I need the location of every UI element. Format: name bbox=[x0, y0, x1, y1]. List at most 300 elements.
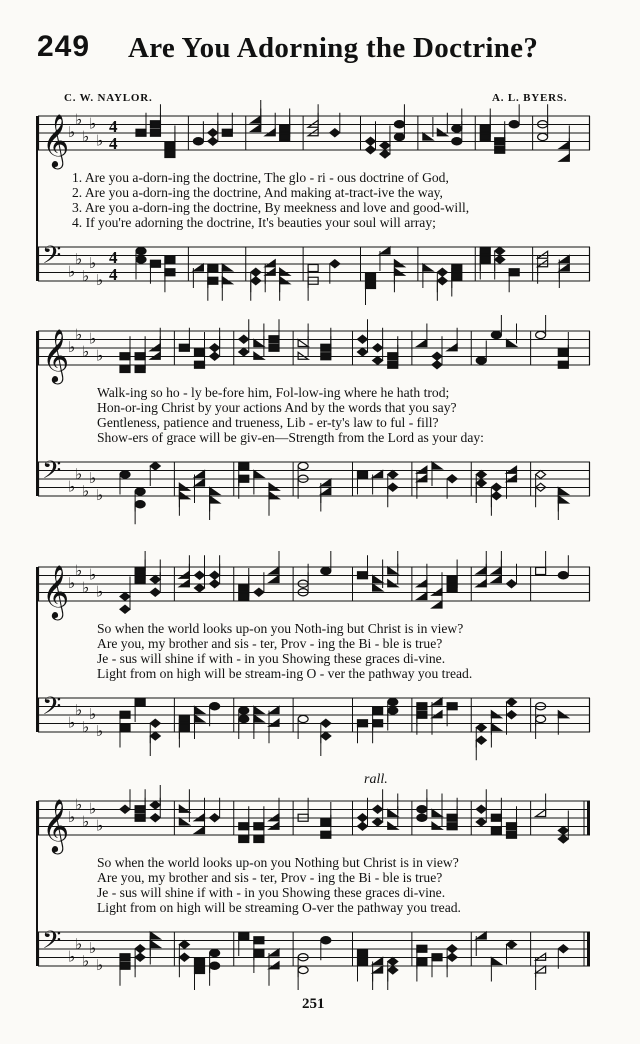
note-head bbox=[476, 357, 486, 364]
note-head bbox=[507, 475, 517, 482]
note-head bbox=[150, 801, 160, 809]
flat-icon: ♭ bbox=[96, 131, 104, 150]
lyric-line-verse-4: Light from on high will be stream-ing O - ver the pathway you tread. bbox=[97, 666, 473, 681]
note-head bbox=[358, 471, 368, 478]
note-head bbox=[432, 954, 442, 961]
note-head bbox=[536, 810, 546, 817]
note-head bbox=[254, 950, 264, 957]
bass-staff bbox=[38, 694, 590, 742]
lyric-line-verse-3: Gentleness, patience and trueness, Lib - er-ty's law to ful - fill? bbox=[97, 415, 439, 430]
note-head bbox=[358, 950, 368, 957]
note-head bbox=[507, 698, 517, 706]
note-head bbox=[558, 488, 568, 495]
note-head bbox=[559, 142, 569, 149]
note-head bbox=[210, 344, 220, 352]
note-head bbox=[388, 707, 398, 714]
note-head bbox=[165, 269, 175, 276]
note-head bbox=[447, 585, 457, 592]
note-head bbox=[239, 836, 249, 843]
note-head bbox=[269, 719, 279, 726]
note-head bbox=[135, 366, 145, 373]
note-head bbox=[558, 835, 568, 843]
note-head bbox=[265, 129, 275, 136]
note-head bbox=[491, 827, 501, 834]
lyric-line-verse-3: 3. Are you a-dorn-ing the doctrine, By meekness and love and good-will, bbox=[72, 200, 470, 215]
note-head bbox=[373, 958, 383, 965]
note-head bbox=[358, 348, 368, 356]
note-head bbox=[536, 966, 546, 973]
note-head bbox=[193, 264, 203, 271]
note-head bbox=[509, 269, 519, 276]
note-head bbox=[265, 268, 275, 275]
note-head bbox=[417, 475, 427, 482]
note-head bbox=[210, 352, 220, 360]
note-head bbox=[358, 814, 368, 822]
flat-icon: ♭ bbox=[89, 565, 97, 584]
note-head bbox=[507, 823, 517, 830]
note-head bbox=[321, 479, 331, 486]
treble-clef-icon: 𝄞 bbox=[42, 113, 70, 167]
note-head bbox=[179, 805, 189, 812]
note-head bbox=[179, 941, 189, 949]
note-head bbox=[559, 154, 569, 161]
flat-icon: ♭ bbox=[82, 812, 90, 831]
time-signature-bottom: 4 bbox=[109, 134, 118, 153]
note-head bbox=[558, 711, 568, 718]
bass-clef-icon: 𝄢 bbox=[42, 692, 62, 727]
note-head bbox=[150, 260, 160, 267]
note-head bbox=[558, 361, 568, 368]
note-head bbox=[195, 571, 205, 579]
note-head bbox=[136, 129, 146, 136]
note-head bbox=[558, 496, 568, 503]
note-head bbox=[380, 150, 390, 158]
note-head bbox=[432, 698, 442, 705]
note-head bbox=[150, 932, 160, 939]
note-head bbox=[150, 121, 160, 128]
note-head bbox=[208, 137, 218, 145]
note-head bbox=[208, 277, 218, 284]
note-head bbox=[308, 120, 318, 127]
note-head bbox=[538, 260, 548, 267]
flat-icon: ♭ bbox=[96, 271, 104, 289]
flat-icon: ♭ bbox=[89, 469, 97, 487]
note-head bbox=[150, 732, 160, 740]
note-head bbox=[136, 256, 146, 263]
flat-icon: ♭ bbox=[68, 338, 76, 356]
note-head bbox=[417, 945, 427, 952]
bass-staff bbox=[38, 928, 590, 976]
note-head bbox=[135, 568, 145, 575]
note-head bbox=[476, 805, 486, 813]
lyric-line-verse-3: Je - sus will shine if with - in you Showing these graces di-vine. bbox=[97, 651, 446, 666]
note-head bbox=[298, 462, 308, 469]
note-head bbox=[251, 268, 261, 276]
note-head bbox=[280, 268, 290, 275]
note-head bbox=[491, 814, 501, 821]
note-head bbox=[269, 949, 279, 956]
note-head bbox=[388, 698, 398, 705]
lyric-line-verse-2: Hon-or-ing Christ by your actions And by the words that you say? bbox=[97, 400, 457, 415]
lyric-line-verse-1: So when the world looks up-on you Nothing but Christ is in view? bbox=[97, 855, 459, 870]
note-head bbox=[321, 719, 331, 727]
note-head bbox=[558, 572, 568, 579]
note-head bbox=[135, 353, 145, 360]
note-head bbox=[321, 353, 331, 360]
note-head bbox=[437, 268, 447, 276]
lyric-line-verse-4: 4. If you're adorning the doctrine, It's beauties your soul will array; bbox=[72, 215, 436, 230]
note-head bbox=[558, 945, 568, 953]
note-head bbox=[120, 962, 130, 969]
note-head bbox=[373, 966, 383, 973]
note-head bbox=[491, 331, 501, 338]
note-head bbox=[179, 483, 189, 490]
note-head bbox=[150, 719, 160, 727]
note-head bbox=[476, 818, 486, 826]
time-signature-top: 4 bbox=[109, 117, 118, 136]
note-head bbox=[447, 475, 457, 483]
note-head bbox=[388, 483, 398, 491]
lyric-line-verse-1: 1. Are you a-dorn-ing the doctrine, The glo - ri - ous doctrine of God, bbox=[72, 170, 449, 185]
note-head bbox=[394, 121, 404, 128]
note-head bbox=[388, 353, 398, 360]
note-head bbox=[480, 125, 490, 132]
note-head bbox=[210, 580, 220, 588]
note-head bbox=[432, 588, 442, 595]
note-head bbox=[495, 138, 505, 145]
note-head bbox=[388, 966, 398, 974]
note-head bbox=[538, 251, 548, 258]
note-head bbox=[136, 247, 146, 254]
note-head bbox=[366, 282, 376, 289]
treble-staff bbox=[38, 325, 590, 382]
note-head bbox=[150, 814, 160, 822]
flat-icon: ♭ bbox=[68, 262, 76, 281]
flat-icon: ♭ bbox=[82, 266, 90, 285]
note-head bbox=[298, 966, 308, 973]
note-head bbox=[358, 335, 368, 343]
note-head bbox=[195, 814, 205, 821]
bass-clef-icon: 𝄢 bbox=[42, 926, 62, 961]
note-head bbox=[476, 479, 486, 487]
composer-credit: A. L. BYERS. bbox=[492, 92, 568, 104]
note-head bbox=[495, 146, 505, 153]
note-head bbox=[195, 584, 205, 592]
time-signature-bottom: 4 bbox=[109, 265, 118, 284]
flat-icon: ♭ bbox=[89, 329, 97, 348]
flat-icon: ♭ bbox=[75, 325, 83, 344]
note-head bbox=[195, 827, 205, 834]
note-head bbox=[358, 572, 368, 579]
note-head bbox=[447, 703, 457, 710]
note-head bbox=[321, 937, 331, 944]
note-head bbox=[507, 711, 517, 719]
note-head bbox=[366, 273, 376, 280]
note-head bbox=[150, 462, 160, 470]
note-head bbox=[239, 348, 249, 356]
note-head bbox=[254, 588, 264, 596]
note-head bbox=[536, 715, 546, 722]
flat-icon: ♭ bbox=[89, 254, 97, 272]
note-head bbox=[388, 810, 398, 817]
note-head bbox=[254, 715, 264, 722]
flat-icon: ♭ bbox=[82, 578, 90, 597]
note-head bbox=[432, 711, 442, 718]
note-head bbox=[447, 576, 457, 583]
flat-icon: ♭ bbox=[96, 956, 104, 974]
flat-icon: ♭ bbox=[89, 705, 97, 723]
note-head bbox=[447, 344, 457, 351]
note-head bbox=[373, 471, 383, 478]
note-head bbox=[269, 492, 279, 499]
note-head bbox=[480, 248, 490, 255]
note-head bbox=[447, 945, 457, 953]
note-head bbox=[239, 335, 249, 343]
lyric-line-verse-4: Show-ers of grace will be giv-en—Strength from the Lord as your day: bbox=[97, 430, 484, 445]
note-head bbox=[150, 941, 160, 948]
bass-staff bbox=[38, 458, 590, 506]
note-head bbox=[150, 576, 160, 584]
note-head bbox=[239, 707, 249, 714]
note-head bbox=[538, 133, 548, 140]
note-head bbox=[298, 340, 308, 347]
note-head bbox=[179, 818, 189, 825]
note-head bbox=[373, 344, 383, 352]
note-head bbox=[491, 711, 501, 718]
note-head bbox=[373, 720, 383, 727]
note-head bbox=[308, 129, 318, 136]
note-head bbox=[394, 133, 404, 140]
note-head bbox=[254, 340, 264, 347]
note-head bbox=[476, 932, 486, 939]
note-head bbox=[476, 724, 486, 732]
note-head bbox=[495, 247, 505, 255]
note-head bbox=[509, 121, 519, 128]
note-head bbox=[239, 715, 249, 722]
note-head bbox=[437, 277, 447, 285]
note-head bbox=[179, 571, 189, 578]
note-head bbox=[135, 945, 145, 953]
note-head bbox=[280, 277, 290, 284]
treble-staff bbox=[38, 795, 590, 852]
note-head bbox=[380, 247, 390, 254]
note-head bbox=[417, 711, 427, 718]
note-head bbox=[447, 814, 457, 821]
note-head bbox=[193, 138, 203, 145]
note-head bbox=[195, 967, 205, 974]
note-head bbox=[165, 256, 175, 263]
lyrics-block bbox=[97, 855, 640, 915]
tempo-marking: rall. bbox=[364, 772, 388, 787]
flat-icon: ♭ bbox=[96, 582, 104, 601]
note-head bbox=[491, 483, 501, 491]
note-head bbox=[280, 134, 290, 141]
note-head bbox=[179, 716, 189, 723]
note-head bbox=[251, 125, 261, 132]
note-head bbox=[195, 479, 205, 486]
treble-staff bbox=[38, 110, 590, 167]
note-head bbox=[179, 580, 189, 587]
note-head bbox=[150, 352, 160, 359]
note-head bbox=[135, 501, 145, 508]
note-head bbox=[135, 814, 145, 821]
note-head bbox=[373, 818, 383, 826]
note-head bbox=[366, 137, 376, 145]
note-head bbox=[373, 707, 383, 714]
note-head bbox=[239, 593, 249, 600]
flat-icon: ♭ bbox=[75, 249, 83, 268]
note-head bbox=[452, 138, 462, 145]
note-head bbox=[120, 471, 130, 478]
note-head bbox=[373, 357, 383, 365]
note-head bbox=[388, 822, 398, 829]
note-head bbox=[210, 571, 220, 579]
flat-icon: ♭ bbox=[75, 464, 83, 483]
lyrics-block bbox=[72, 170, 624, 230]
note-head bbox=[269, 576, 279, 583]
note-head bbox=[373, 584, 383, 591]
note-head bbox=[208, 265, 218, 272]
note-head bbox=[559, 264, 569, 271]
note-head bbox=[394, 268, 404, 275]
note-head bbox=[417, 593, 427, 600]
note-head bbox=[269, 814, 279, 821]
note-head bbox=[165, 151, 175, 158]
note-head bbox=[222, 264, 232, 271]
note-head bbox=[269, 707, 279, 714]
note-head bbox=[254, 471, 264, 478]
note-head bbox=[432, 361, 442, 369]
note-head bbox=[507, 466, 517, 473]
note-head bbox=[388, 580, 398, 587]
note-head bbox=[536, 953, 546, 960]
note-head bbox=[239, 585, 249, 592]
note-head bbox=[373, 576, 383, 583]
flat-icon: ♭ bbox=[68, 713, 76, 732]
note-head bbox=[269, 822, 279, 829]
flat-icon: ♭ bbox=[68, 477, 76, 496]
note-head bbox=[358, 958, 368, 965]
lyric-line-verse-2: Are you, my brother and sis - ter, Prov - ing the Bi - ble is true? bbox=[97, 636, 443, 651]
note-head bbox=[330, 260, 340, 268]
note-head bbox=[321, 344, 331, 351]
note-head bbox=[321, 488, 331, 495]
flat-icon: ♭ bbox=[82, 127, 90, 146]
note-head bbox=[254, 836, 264, 843]
note-head bbox=[358, 822, 368, 830]
note-head bbox=[210, 703, 220, 710]
lyric-line-verse-1: Walk-ing so ho - ly be-fore him, Fol-low-ing where he hath trod; bbox=[97, 385, 450, 400]
note-head bbox=[120, 711, 130, 718]
treble-clef-icon: 𝄞 bbox=[42, 564, 70, 618]
note-head bbox=[476, 736, 486, 744]
note-head bbox=[388, 567, 398, 574]
note-head bbox=[358, 720, 368, 727]
note-head bbox=[417, 580, 427, 587]
flat-icon: ♭ bbox=[89, 939, 97, 957]
note-head bbox=[120, 954, 130, 961]
note-head bbox=[330, 129, 340, 137]
flat-icon: ♭ bbox=[96, 722, 104, 740]
note-head bbox=[239, 475, 249, 482]
bass-staff bbox=[38, 243, 590, 291]
note-head bbox=[135, 699, 145, 706]
note-head bbox=[269, 336, 279, 343]
note-head bbox=[251, 116, 261, 123]
note-head bbox=[269, 962, 279, 969]
page-number: 251 bbox=[302, 996, 325, 1012]
flat-icon: ♭ bbox=[75, 110, 83, 129]
note-head bbox=[432, 462, 442, 469]
note-head bbox=[165, 142, 175, 149]
hymn-title: Are You Adorning the Doctrine? bbox=[128, 32, 539, 64]
note-head bbox=[447, 953, 457, 961]
note-head bbox=[120, 724, 130, 731]
note-head bbox=[179, 344, 189, 351]
note-head bbox=[195, 707, 205, 714]
flat-icon: ♭ bbox=[82, 342, 90, 361]
note-head bbox=[222, 277, 232, 284]
note-head bbox=[222, 129, 232, 136]
lyricist-credit: C. W. NAYLOR. bbox=[64, 92, 153, 104]
note-head bbox=[432, 601, 442, 608]
treble-staff bbox=[38, 561, 590, 618]
note-head bbox=[179, 953, 189, 961]
note-head bbox=[254, 823, 264, 830]
lyric-line-verse-4: Light from on high will be streaming O-ver the pathway you tread. bbox=[97, 900, 461, 915]
flat-icon: ♭ bbox=[75, 795, 83, 814]
note-head bbox=[120, 353, 130, 360]
lyric-line-verse-1: So when the world looks up-on you Noth-ing but Christ is in view? bbox=[97, 621, 464, 636]
time-signature-top: 4 bbox=[109, 248, 118, 267]
bass-clef-icon: 𝄢 bbox=[42, 456, 62, 491]
note-head bbox=[452, 125, 462, 132]
lyric-line-verse-3: Je - sus will shine if with - in you Showing these graces di-vine. bbox=[97, 885, 446, 900]
note-head bbox=[480, 256, 490, 263]
note-head bbox=[210, 814, 220, 822]
note-head bbox=[417, 806, 427, 813]
flat-icon: ♭ bbox=[96, 346, 104, 365]
note-head bbox=[432, 352, 442, 360]
note-head bbox=[423, 264, 433, 271]
note-head bbox=[417, 958, 427, 965]
lyric-line-verse-2: 2. Are you a-dorn-ing the doctrine, And making at-tract-ive the way, bbox=[72, 185, 443, 200]
note-head bbox=[394, 260, 404, 267]
note-head bbox=[210, 962, 220, 969]
flat-icon: ♭ bbox=[75, 700, 83, 719]
note-head bbox=[298, 715, 308, 722]
lyrics-block bbox=[97, 621, 640, 681]
note-head bbox=[280, 125, 290, 132]
flat-icon: ♭ bbox=[82, 481, 90, 500]
flat-icon: ♭ bbox=[75, 561, 83, 580]
flat-icon: ♭ bbox=[82, 951, 90, 970]
note-head bbox=[366, 146, 376, 154]
note-head bbox=[452, 265, 462, 272]
note-head bbox=[239, 933, 249, 940]
note-head bbox=[195, 471, 205, 478]
note-head bbox=[120, 593, 130, 601]
note-head bbox=[452, 273, 462, 280]
note-head bbox=[507, 941, 517, 949]
flat-icon: ♭ bbox=[96, 816, 104, 835]
note-head bbox=[507, 580, 517, 588]
note-head bbox=[254, 707, 264, 714]
note-head bbox=[251, 277, 261, 285]
note-head bbox=[373, 805, 383, 813]
note-head bbox=[265, 260, 275, 267]
note-head bbox=[195, 958, 205, 965]
